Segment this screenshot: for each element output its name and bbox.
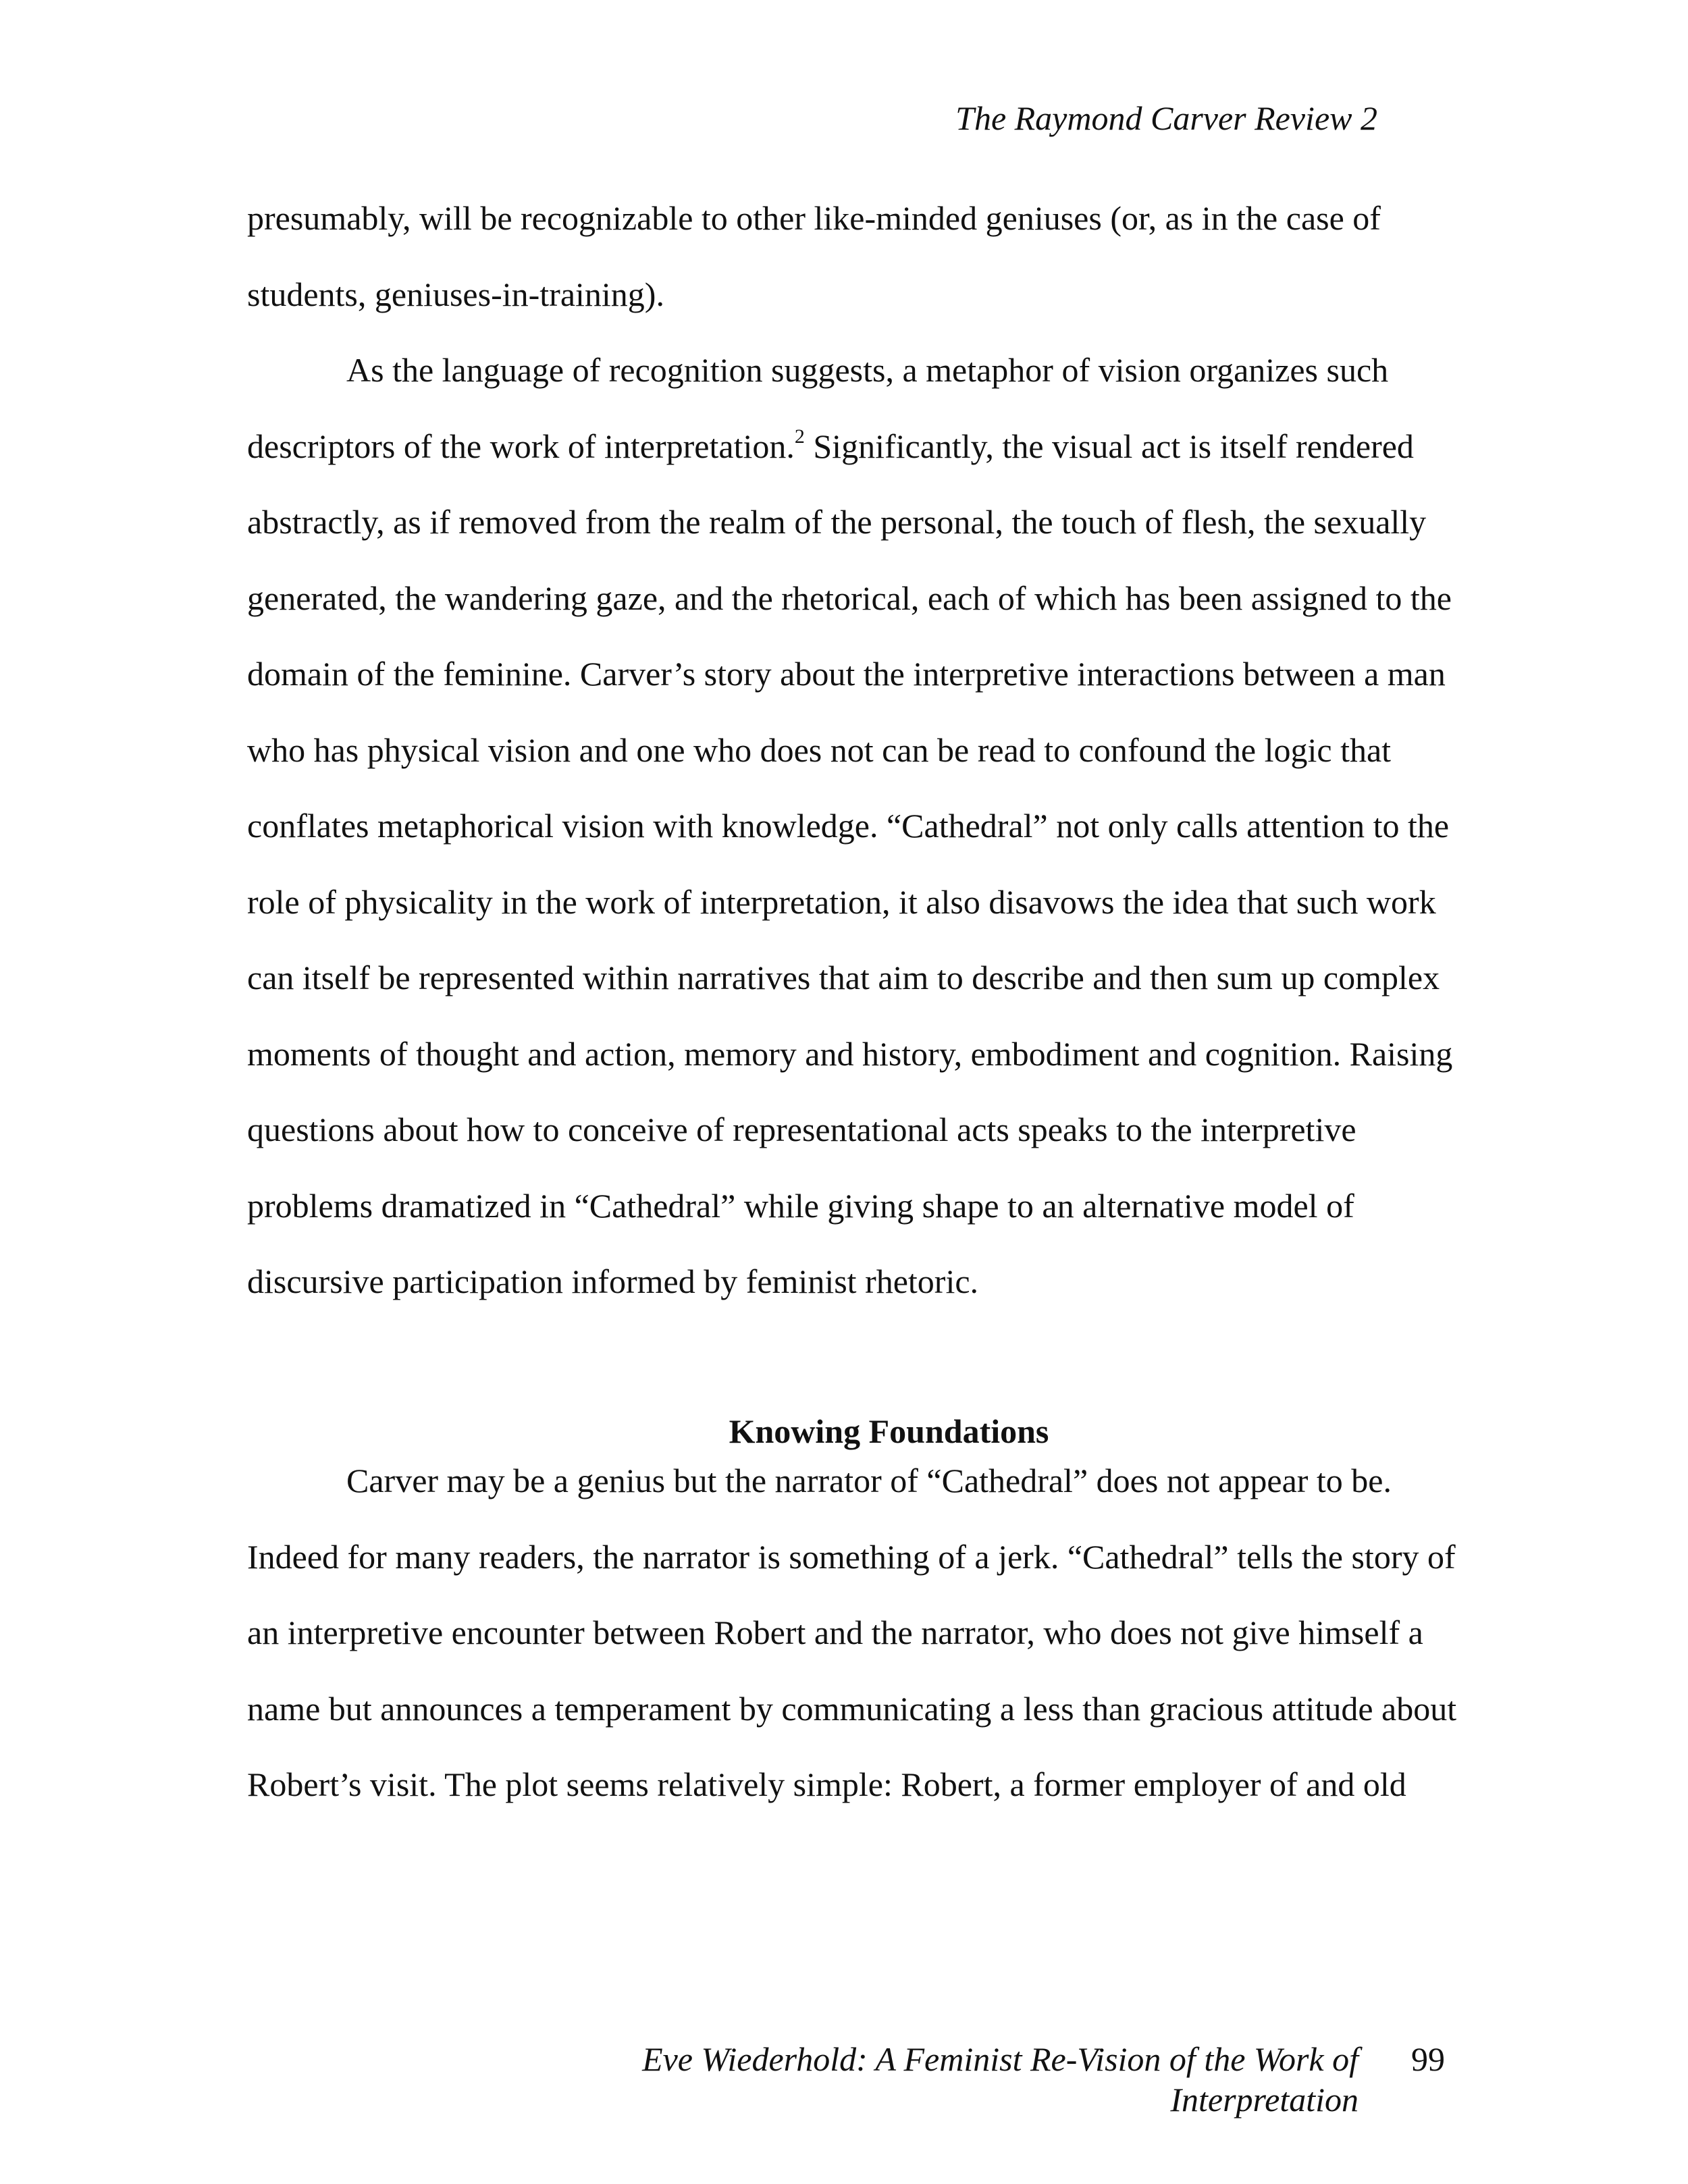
text-line: abstractly, as if removed from the realm of the personal, the touch of flesh, the sexually [247, 503, 1427, 541]
text-run: descriptors of the work of interpretation. [247, 427, 795, 465]
body-text-upper [247, 180, 1469, 1320]
body-text-lower [247, 1443, 1469, 1823]
running-head: The Raymond Carver Review 2 [955, 99, 1377, 137]
paragraph-first-line: Carver may be a genius but the narrator of “Cathedral” does not appear to be. [346, 1462, 1392, 1499]
footer-title: Eve Wiederhold: A Feminist Re-Vision of the Work of Interpretation [642, 2040, 1359, 2119]
text-line: role of physicality in the work of interpretation, it also disavows the idea that such work [247, 882, 1436, 921]
text-line: domain of the feminine. Carver’s story about the interpretive interactions between a man [247, 655, 1446, 693]
text-line: name but announces a temperament by communicating a less than gracious attitude about [247, 1689, 1457, 1728]
text-line: discursive participation informed by feminist rhetoric. [247, 1262, 979, 1300]
text-line: can itself be represented within narratives that aim to describe and then sum up complex [247, 959, 1440, 996]
text-line: moments of thought and action, memory and history, embodiment and cognition. Raising [247, 1034, 1453, 1073]
text-line: presumably, will be recognizable to other like-minded geniuses (or, as in the case of [247, 199, 1381, 237]
text-line: conflates metaphorical vision with knowledge. “Cathedral” not only calls attention to the [247, 807, 1450, 845]
text-line: Indeed for many readers, the narrator is something of a jerk. “Cathedral” tells the story of [247, 1537, 1456, 1576]
page-number: 99 [1411, 2040, 1445, 2078]
text-line: generated, the wandering gaze, and the rhetorical, each of which has been assigned to the [247, 579, 1452, 617]
footnote-reference[interactable]: 2 [794, 425, 805, 448]
text-line: Robert’s visit. The plot seems relatively simple: Robert, a former employer of and old [247, 1765, 1406, 1803]
text-line: students, geniuses-in-training). [247, 275, 664, 313]
paragraph-first-line: As the language of recognition suggests, a metaphor of vision organizes such [346, 351, 1389, 389]
text-line: who has physical vision and one who does not can be read to confound the logic that [247, 730, 1392, 769]
text-line: problems dramatized in “Cathedral” while giving shape to an alternative model of [247, 1186, 1354, 1225]
section-heading: Knowing Foundations [729, 1412, 1049, 1450]
text-line-with-footnote [247, 408, 1469, 485]
text-line: questions about how to conceive of representational acts speaks to the interpretive [247, 1111, 1356, 1148]
text-run: Significantly, the visual act is itself rendered [804, 427, 1414, 465]
text-line: an interpretive encounter between Robert and the narrator, who does not give himself a [247, 1614, 1423, 1651]
